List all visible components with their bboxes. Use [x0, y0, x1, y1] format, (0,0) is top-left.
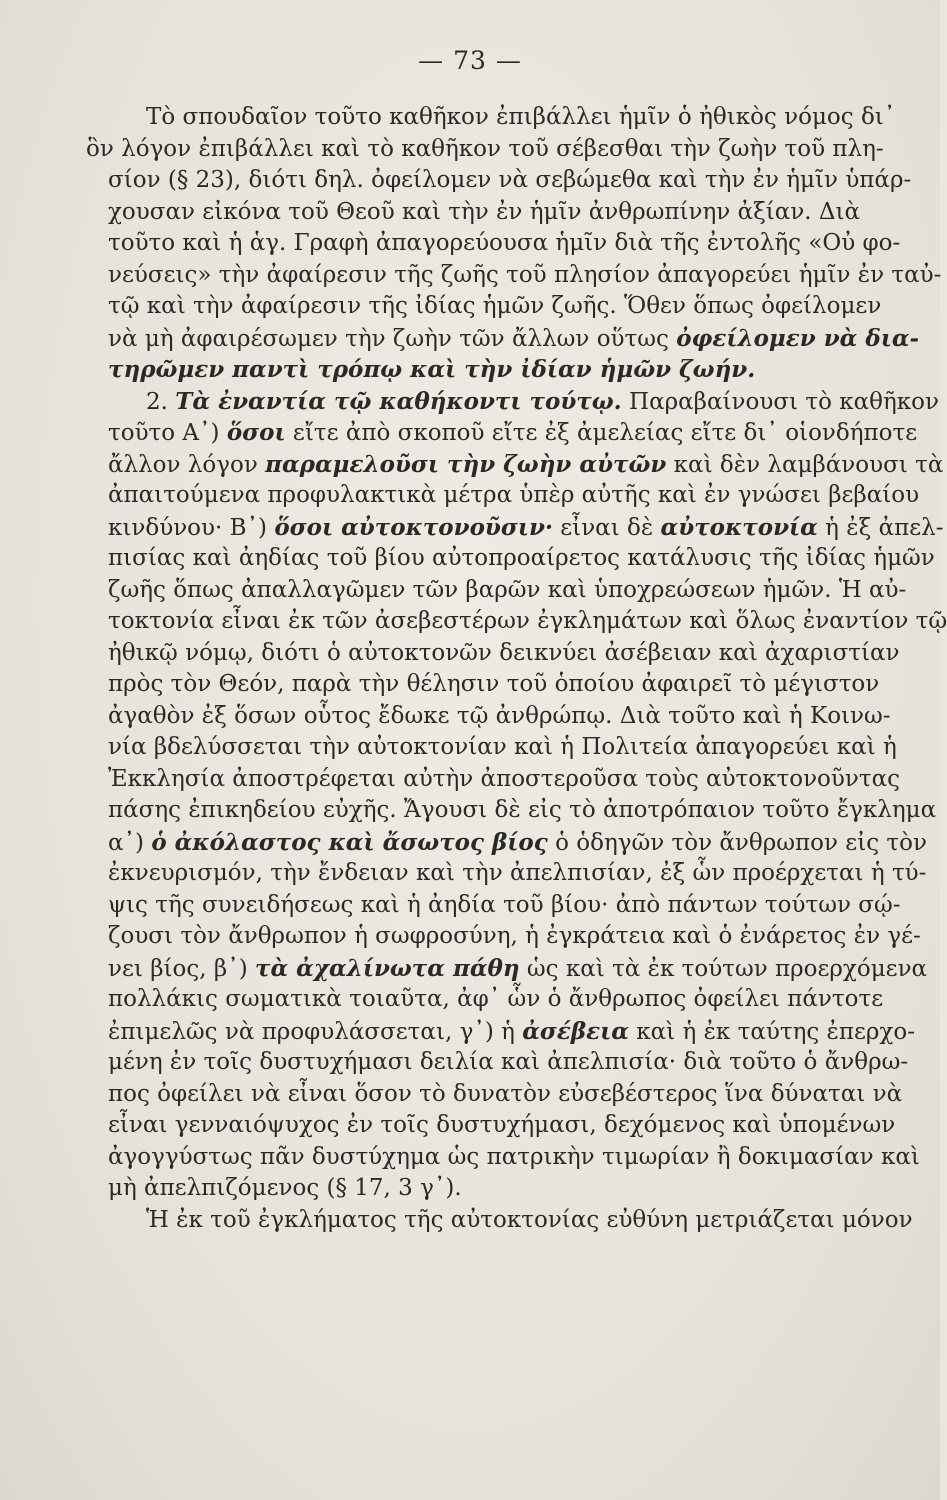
text-run: πάσης ἐπικηδείου εὐχῆς. Ἄγουσι δὲ εἰς τὸ ἀποτρόπαιον τοῦτο ἔγκλημα	[108, 797, 937, 823]
emphasized-text: ὅσοι αὐτοκτονοῦσιν·	[274, 513, 553, 541]
emphasized-text: ὁ ἀκόλαστος καὶ ἄσωτος βίος	[151, 828, 548, 856]
text-line	[108, 291, 882, 323]
text-line	[108, 543, 935, 575]
text-line	[108, 1205, 913, 1237]
text-run: ἠθικῷ νόμῳ, διότι ὁ αὐτοκτονῶν δεικνύει ἀσέβειαν καὶ ἀχαριστίαν	[108, 639, 900, 666]
emphasized-text: ἀσέβεια	[522, 1017, 629, 1045]
text-line	[108, 197, 860, 229]
text-run: Ἡ ἐκ τοῦ ἐγκλήματος τῆς αὐτοκτονίας εὐθύνη μετριάζεται μόνον	[146, 1206, 913, 1233]
text-line	[108, 449, 944, 481]
text-run: πισίας καὶ ἀηδίας τοῦ βίου αὐτοπροαίρετος κατάλυσις τῆς ἰδίας ἡμῶν	[108, 545, 935, 571]
text-line	[108, 575, 907, 607]
emphasized-text: Τὰ ἐναντία τῷ καθήκοντι τούτῳ.	[175, 387, 622, 415]
text-line	[108, 921, 921, 953]
text-line	[108, 386, 939, 418]
text-line	[108, 165, 912, 197]
text-line	[108, 512, 944, 544]
text-line	[108, 1016, 915, 1048]
emphasized-text: ὅσοι	[226, 419, 286, 446]
text-line	[108, 795, 937, 827]
text-run: ὃν λόγον ἐπιβάλλει καὶ τὸ καθῆκον τοῦ σέβεσθαι τὴν ζωὴν τοῦ πλη-	[86, 135, 884, 162]
text-run: νία βδελύσσεται τὴν αὐτοκτονίαν καὶ ἡ Πολιτεία ἀπαγορεύει καὶ ἡ	[108, 734, 897, 760]
text-run: πρὸς τὸν Θεόν, παρὰ τὴν θέλησιν τοῦ ὁποίου ἀφαιρεῖ τὸ μέγιστον	[108, 671, 880, 697]
text-line	[108, 827, 927, 859]
text-line	[86, 134, 884, 166]
text-run: ἀγογγύστως πᾶν δυστύχημα ὡς πατρικὴν τιμωρίαν ἢ δοκιμασίαν καὶ	[108, 1143, 920, 1170]
text-run: πος ὀφείλει νὰ εἶναι ὅσον τὸ δυνατὸν εὐσεβέστερος ἵνα δύναται νὰ	[108, 1080, 903, 1107]
text-run: ψις τῆς συνειδήσεως καὶ ἡ ἀηδία τοῦ βίου· ἀπὸ πάντων τούτων σῴ-	[108, 891, 901, 918]
text-run: νεύσεις» τὴν ἀφαίρεσιν τῆς ζωῆς τοῦ πλησίον ἀπαγορεύει ἡμῖν ἐν ταὐ-	[108, 261, 942, 288]
body-text	[86, 102, 947, 1236]
text-line	[108, 732, 897, 764]
text-run: τοῦτο καὶ ἡ ἁγ. Γραφὴ ἀπαγορεύουσα ἡμῖν διὰ τῆς ἐντολῆς «Οὐ φο-	[108, 230, 901, 256]
text-run: χουσαν εἰκόνα τοῦ Θεοῦ καὶ τὴν ἐν ἡμῖν ἀνθρωπίνην ἀξίαν. Διὰ	[108, 198, 861, 225]
text-line	[108, 669, 880, 701]
text-run: τοκτονία εἶναι ἐκ τῶν ἀσεβεστέρων ἐγκλημάτων καὶ ὅλως ἐναντίον τῷ	[108, 608, 947, 634]
text-line	[108, 480, 920, 512]
text-run: ἐπιμελῶς νὰ προφυλάσσεται, γ᾽) ἡ	[108, 1018, 523, 1045]
text-line	[108, 102, 896, 134]
text-run: πολλάκις σωματικὰ τοιαῦτα, ἀφ᾽ ὧν ὁ ἄνθρωπος ὀφείλει πάντοτε	[108, 986, 884, 1012]
text-line	[108, 1142, 920, 1174]
text-line	[108, 1079, 903, 1111]
text-line	[108, 417, 918, 449]
text-line	[108, 953, 928, 985]
text-run: ἀπαιτούμενα προφυλακτικὰ μέτρα ὑπὲρ αὐτῆς καὶ ἐν γνώσει βεβαίου	[108, 482, 920, 508]
text-run: α᾽)	[108, 829, 152, 856]
text-run: ἀγαθὸν ἐξ ὅσων οὗτος ἔδωκε τῷ ἀνθρώπῳ. Διὰ τοῦτο καὶ ἡ Κοινω-	[108, 702, 891, 729]
text-line	[108, 764, 900, 796]
text-run: ζουσι τὸν ἄνθρωπον ἡ σωφροσύνη, ἡ ἐγκράτεια καὶ ὁ ἐνάρετος ἐν γέ-	[108, 923, 921, 949]
page-number: — 73 —	[418, 46, 522, 75]
text-run: ἐκνευρισμόν, τὴν ἔνδειαν καὶ τὴν ἀπελπισίαν, ἐξ ὧν προέρχεται ἡ τύ-	[108, 860, 927, 886]
emphasized-text: αὐτοκτονία	[660, 513, 818, 541]
text-line	[108, 1047, 909, 1079]
text-line	[108, 323, 920, 355]
text-run: σίον (§ 23), διότι δηλ. ὀφείλομεν νὰ σεβώμεθα καὶ τὴν ἐν ἡμῖν ὑπάρ-	[108, 167, 912, 193]
text-run: ὡς καὶ τὰ ἐκ τούτων προερχόμενα	[519, 955, 928, 982]
text-run: τῷ καὶ τὴν ἀφαίρεσιν τῆς ἰδίας ἡμῶν ζωῆς. Ὅθεν ὅπως ὀφείλομεν	[108, 293, 882, 319]
text-run: 2.	[146, 388, 176, 415]
text-line	[108, 1173, 860, 1205]
text-run: ὁ ὁδηγῶν τὸν ἄνθρωπον εἰς τὸν	[547, 829, 927, 856]
text-line	[108, 890, 901, 922]
text-run: μὴ ἀπελπιζόμενος (§ 17, 3 γ᾽).	[108, 1175, 462, 1201]
text-run: Τὸ σπουδαῖον τοῦτο καθῆκον ἐπιβάλλει ἡμῖν ὁ ἠθικὸς νόμος δι᾽	[146, 104, 896, 130]
text-run: ἄλλον λόγον	[108, 451, 266, 478]
text-run: ζωῆς ὅπως ἀπαλλαγῶμεν τῶν βαρῶν καὶ ὑποχρεώσεων ἡμῶν. Ἡ αὐ-	[108, 576, 907, 603]
text-run: καὶ δὲν λαμβάνουσι τὰ	[666, 451, 944, 478]
text-line	[108, 984, 884, 1016]
emphasized-text: παραμελοῦσι τὴν ζωὴν αὐτῶν	[265, 450, 667, 478]
text-run: νει βίος, β᾽)	[108, 955, 255, 982]
text-line	[108, 701, 891, 733]
text-line	[108, 1110, 896, 1142]
text-line	[108, 606, 947, 638]
text-line	[108, 260, 942, 292]
text-run: τοῦτο Α᾽)	[108, 420, 227, 446]
text-run: ἡ ἐξ ἀπελ-	[817, 514, 944, 541]
text-run: Παραβαίνουσι τὸ καθῆκον	[621, 388, 939, 415]
text-run: μένη ἐν τοῖς δυστυχήμασι δειλία καὶ ἀπελπισία· διὰ τοῦτο ὁ ἄνθρω-	[108, 1049, 909, 1075]
text-run: εἶναι δὲ	[552, 514, 661, 541]
text-run: εἴτε ἀπὸ σκοποῦ εἴτε ἐξ ἀμελείας εἴτε δι᾽ οἱονδήποτε	[285, 420, 918, 446]
text-run: κινδύνου· Β᾽)	[108, 514, 275, 541]
text-run: Ἐκκλησία ἀποστρέφεται αὐτὴν ἀποστεροῦσα τοὺς αὐτοκτονοῦντας	[108, 765, 900, 792]
text-line	[108, 638, 900, 670]
emphasized-text: ὀφείλομεν νὰ δια-	[676, 324, 920, 352]
text-run: νὰ μὴ ἀφαιρέσωμεν τὴν ζωὴν τῶν ἄλλων οὕτως	[108, 325, 677, 352]
emphasized-text: τὰ ἀχαλίνωτα πάθη	[254, 954, 520, 982]
text-line	[108, 354, 860, 386]
text-line	[108, 228, 901, 260]
text-line	[108, 858, 927, 890]
text-run: καὶ ἡ ἐκ ταύτης ἐπερχο-	[628, 1018, 915, 1045]
emphasized-text: τηρῶμεν παντὶ τρόπῳ καὶ τὴν ἰδίαν ἡμῶν ζωήν.	[108, 356, 756, 383]
text-run: εἶναι γενναιόψυχος ἐν τοῖς δυστυχήμασι, δεχόμενος καὶ ὑπομένων	[108, 1112, 896, 1138]
